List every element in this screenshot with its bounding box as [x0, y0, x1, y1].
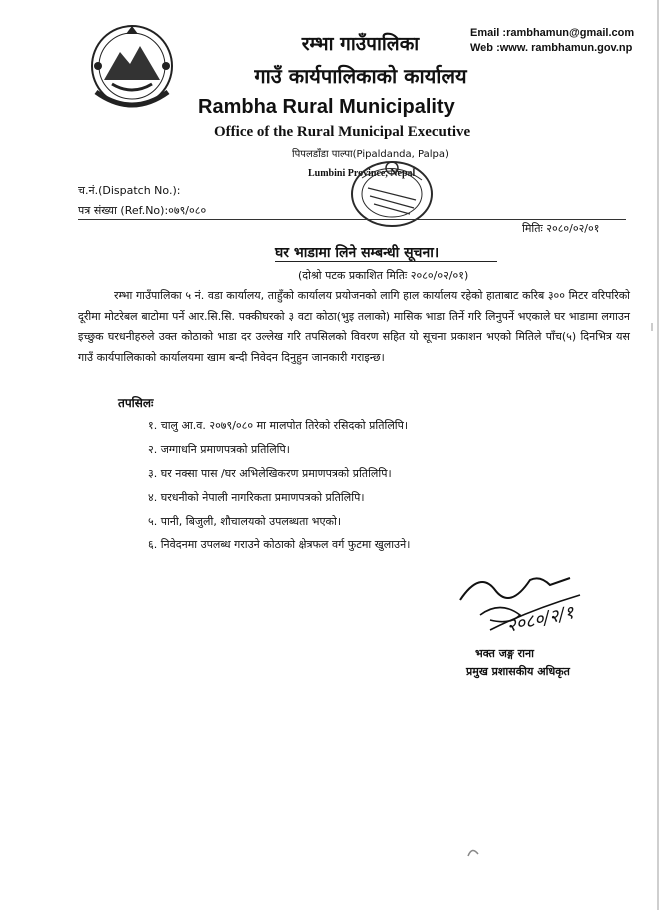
reference-number: पत्र संख्या (Ref.No):०७९/०८० [78, 204, 207, 217]
office-name-nepali: गाउँ कार्यपालिकाको कार्यालय [254, 64, 467, 88]
address-line-2: Lumbini Province, Nepal [308, 168, 416, 179]
signatory-name: भक्त जङ्ग राना [475, 647, 534, 660]
list-item: २. जग्गाधनि प्रमाणपत्रको प्रतिलिपि। [148, 443, 290, 456]
handwritten-signature [450, 560, 610, 640]
scan-speck [466, 843, 480, 855]
municipality-name-nepali: रम्भा गाउँपालिका [301, 33, 420, 55]
details-heading: तपसिलः [118, 396, 154, 410]
contact-email: Email :rambhamun@gmail.com [470, 27, 635, 39]
official-stamp [322, 148, 440, 230]
margin-mark [650, 316, 654, 324]
list-item: ६. निवेदनमा उपलब्ध गराउने कोठाको क्षेत्रफल वर्ग फुटमा खुलाउने। [148, 538, 411, 551]
list-item: ४. घरधनीको नेपाली नागरिकता प्रमाणपत्रको प्रतिलिपि। [148, 491, 365, 504]
municipality-name-english: Rambha Rural Municipality [198, 96, 455, 118]
notice-subject: घर भाडामा लिने सम्बन्धी सूचना। [275, 245, 440, 261]
header-divider [78, 219, 626, 220]
contact-website: Web :www. rambhamun.gov.np [470, 42, 633, 54]
svg-text:२०८०/२/१: २०८०/२/१ [504, 602, 576, 637]
notice-body: रम्भा गाउँपालिका ५ नं. वडा कार्यालय, ताहुँको कार्यालय प्रयोजनको लागि हाल कार्यालय रहेको हाताबाट करिब ३०० मिटर वरिपरिको दूरीमा मोटरेबल बाटोमा पर्ने आर.सि.सि. पक्कीघरको ३ वटा कोठा(भुइ तलाको) मासिक भाडा तिर्ने गरि लिनुपर्ने भएकाले घर भाडामा लगाउन इच्छुक घरधनीहरुले उक्त कोठाको भाडा दर उल्लेख गरि तपसिलको विवरण सहित यो सूचना प्रकाशन भएको मितिले पाँच(५) दिनभित्र यस गाउँ कार्यपालिकाको कार्यालयमा खाम बन्दी निवेदन दिनुहुन जानकारी गराइन्छ। [78, 289, 630, 364]
office-name-english: Office of the Rural Municipal Executive [214, 124, 471, 140]
list-item: १. चालु आ.व. २०७९/०८० मा मालपोत तिरेको रसिदको प्रतिलिपि। [148, 419, 409, 432]
letter-date: मितिः २०८०/०२/०१ [522, 222, 600, 235]
signatory-title: प्रमुख प्रशासकीय अधिकृत [466, 665, 570, 678]
republished-date: (दोश्रो पटक प्रकाशित मितिः २०८०/०२/०१) [298, 269, 469, 282]
list-item: ३. घर नक्सा पास /घर अभिलेखिकरण प्रमाणपत्रको प्रतिलिपि। [148, 467, 392, 480]
dispatch-number: च.नं.(Dispatch No.): [78, 184, 181, 197]
subject-underline [275, 261, 497, 262]
scan-edge [657, 0, 659, 910]
address-line-1: पिपलडाँडा पाल्पा(Pipaldanda, Palpa) [292, 149, 449, 160]
list-item: ५. पानी, बिजुली, शौचालयको उपलब्धता भएको। [148, 515, 341, 528]
